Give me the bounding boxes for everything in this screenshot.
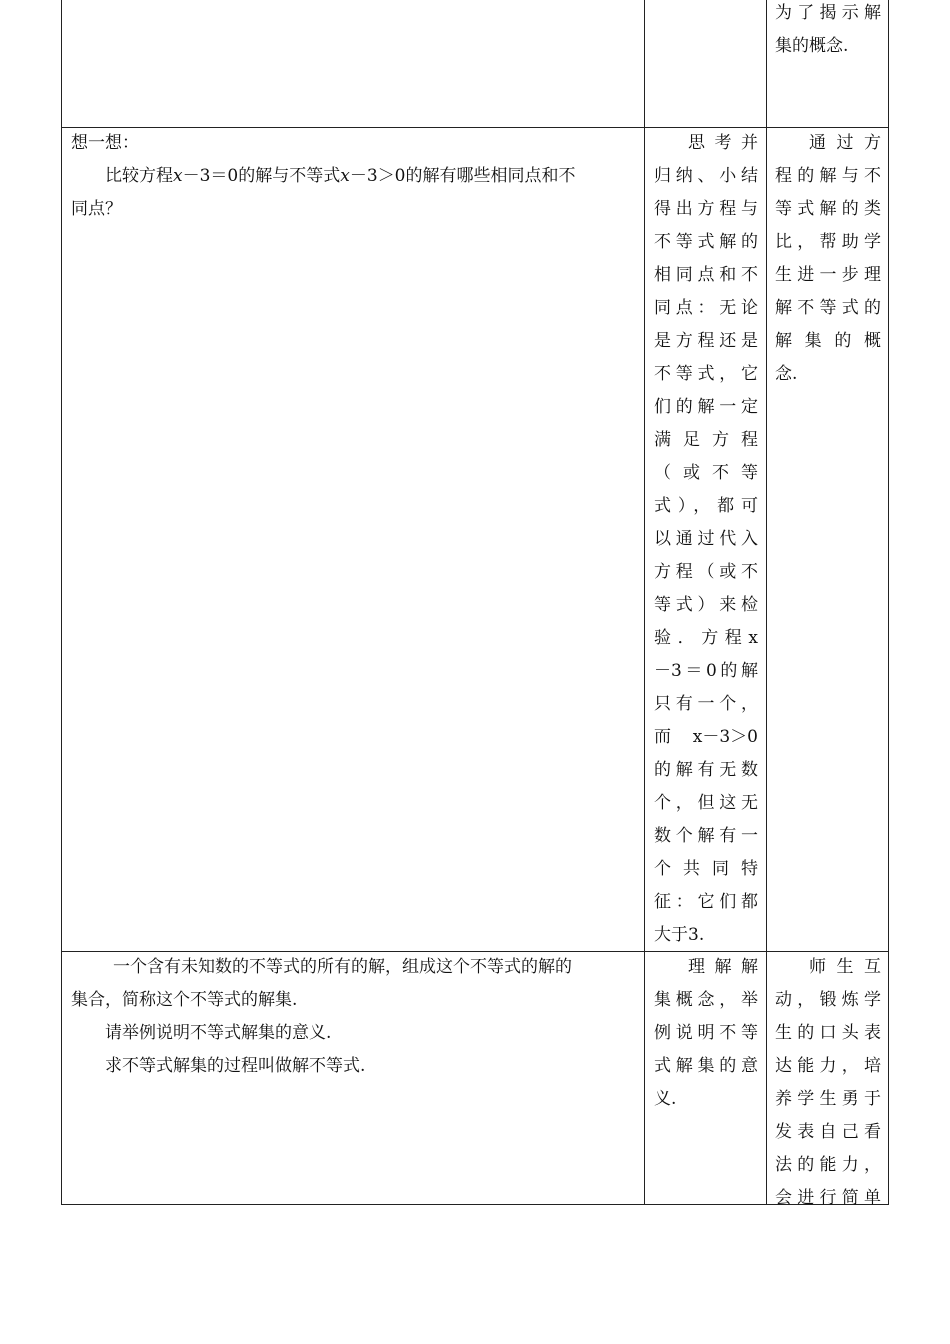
- activity-line: 而x－3＞0: [654, 727, 758, 747]
- intent-line: 集的概念.: [775, 36, 849, 56]
- activity-line: 个共同特: [654, 859, 758, 879]
- intent-line: 达能力，培: [775, 1056, 881, 1076]
- activity-line: 集概念，举: [654, 990, 758, 1010]
- activity-line: 只有一个，: [654, 694, 758, 714]
- intent-line: 等式解的类: [775, 199, 881, 219]
- definition-line: 一个含有未知数的不等式的所有的解，组成这个不等式的解的: [113, 957, 572, 977]
- intent-line: 法的能力，: [775, 1155, 881, 1175]
- column-divider: [644, 0, 645, 1205]
- activity-line: 同点：无论: [654, 298, 758, 318]
- row3-content-cell: [71, 951, 637, 1083]
- activity-line: 的解有无数: [654, 760, 758, 780]
- intent-line: 比，帮助学: [775, 232, 881, 252]
- intent-line: 生进一步理: [775, 265, 881, 285]
- activity-line: 不等式，它: [654, 364, 758, 384]
- activity-line: 验．方程x: [654, 628, 758, 648]
- activity-line: 方程（或不: [654, 562, 758, 582]
- activity-line: －3＝0的解: [654, 661, 758, 681]
- activity-line: 们的解一定: [654, 397, 758, 417]
- intent-line: 通过方: [809, 133, 881, 153]
- activity-line: 大于3.: [654, 925, 705, 945]
- section-heading: 想一想：: [71, 133, 139, 153]
- activity-line: 式），都可: [654, 496, 758, 516]
- prompt-line: 请举例说明不等式解集的意义.: [105, 1023, 332, 1043]
- activity-line: 以通过代入: [654, 529, 758, 549]
- row2-student-activity-cell: [654, 127, 758, 952]
- activity-line: 归纳、小结: [654, 166, 758, 186]
- activity-line: 式解集的意: [654, 1056, 758, 1076]
- intent-line: 师生互: [809, 957, 881, 977]
- activity-line: 数个解有一: [654, 826, 758, 846]
- activity-line: 相同点和不: [654, 265, 758, 285]
- activity-line: 等式）来检: [654, 595, 758, 615]
- activity-line: （或不等: [654, 463, 758, 483]
- lesson-plan-table: [61, 0, 889, 1208]
- intent-line: 养学生勇于: [775, 1089, 881, 1109]
- activity-line: 理解解: [688, 957, 758, 977]
- table-right-border: [888, 0, 889, 1205]
- row2-intent-cell: [775, 127, 881, 391]
- row3-intent-cell: [775, 951, 881, 1215]
- intent-line: 程的解与不: [775, 166, 881, 186]
- table-bottom-border: [61, 1204, 889, 1205]
- row2-content-cell: [71, 127, 637, 226]
- activity-line: 得出方程与: [654, 199, 758, 219]
- activity-line: 义.: [654, 1089, 677, 1109]
- row3-student-activity-cell: [654, 951, 758, 1116]
- intent-line: 动，锻炼学: [775, 990, 881, 1010]
- activity-line: 不等式解的: [654, 232, 758, 252]
- intent-line: 解不等式的: [775, 298, 881, 318]
- activity-line: 个，但这无: [654, 793, 758, 813]
- activity-line: 思考并: [688, 133, 758, 153]
- intent-line: 生的口头表: [775, 1023, 881, 1043]
- definition-line: 集合，简称这个不等式的解集.: [71, 990, 298, 1010]
- row1-intent-cell: [775, 0, 881, 63]
- activity-line: 满足方程: [654, 430, 758, 450]
- column-divider: [766, 0, 767, 1205]
- intent-line: 为了揭示解: [775, 3, 881, 23]
- definition-line: 求不等式解集的过程叫做解不等式.: [105, 1056, 366, 1076]
- activity-line: 是方程还是: [654, 331, 758, 351]
- intent-line: 念.: [775, 364, 798, 384]
- intent-line: 发表自己看: [775, 1122, 881, 1142]
- question-line: 同点？: [71, 199, 122, 219]
- intent-line: 会进行简单: [775, 1188, 881, 1208]
- activity-line: 例说明不等: [654, 1023, 758, 1043]
- table-left-border: [61, 0, 62, 1205]
- intent-line: 解集的概: [775, 331, 881, 351]
- question-line: 比较方程x－3＝0的解与不等式x－3＞0的解有哪些相同点和不: [105, 166, 576, 186]
- activity-line: 征：它们都: [654, 892, 758, 912]
